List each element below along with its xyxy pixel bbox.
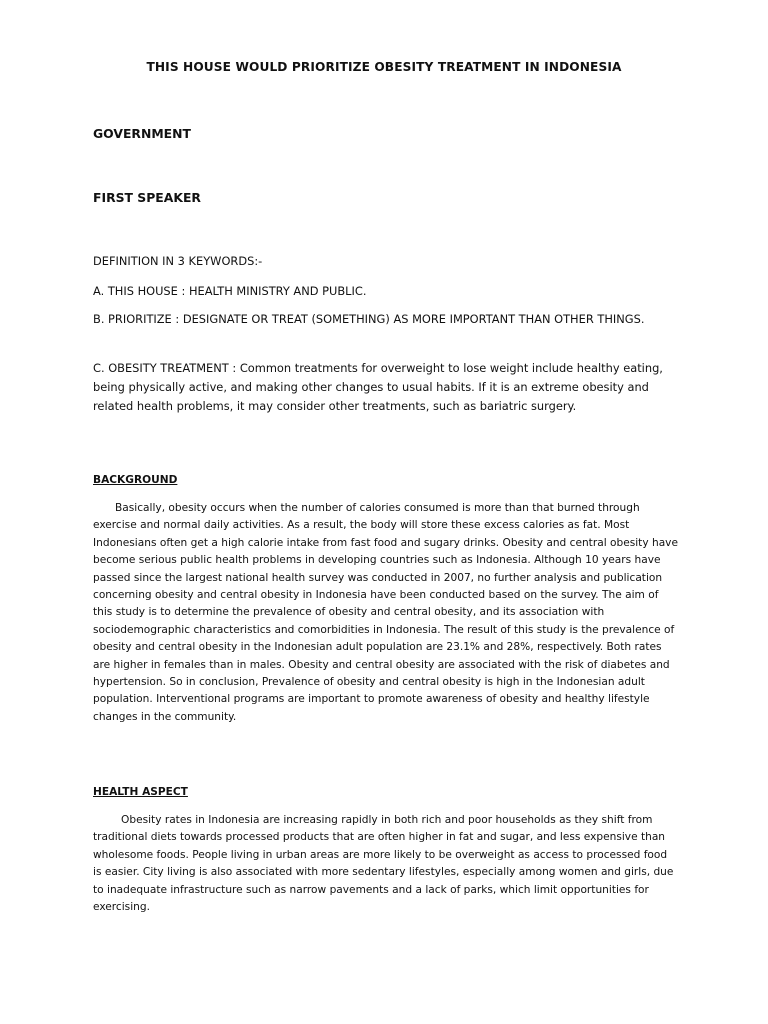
side-heading: GOVERNMENT [93, 126, 191, 141]
document-title: THIS HOUSE WOULD PRIORITIZE OBESITY TREATMENT IN INDONESIA [146, 60, 622, 74]
speaker-heading: FIRST SPEAKER [93, 190, 201, 205]
background-paragraph: Basically, obesity occurs when the number of calories consumed is more than that burned through exercise and normal daily activities. As a result, the body will store these excess calories as fat. Most Indonesians often get a high calorie intake from fast food and sugary drinks. Obesity and central obesity have become serious public health problems in developing countries such as Indonesia. Although 10 years have passed since the largest national health survey was conducted in 2007, no further analysis and publication concerning obesity and central obesity in Indonesia have been conducted based on the survey. The aim of this study is to determine the prevalence of obesity and central obesity, and its association with sociodemographic characteristics and comorbidities in Indonesia. The result of this study is the prevalence of obesity and central obesity in the Indonesian adult population are 23.1% and 28%, respectively. Both rates are higher in females than in males. Obesity and central obesity are associated with the risk of diabetes and hypertension. So in conclusion, Prevalence of obesity and central obesity is high in the Indonesian adult population. Interventional programs are important to promote awareness of obesity and healthy lifestyle changes in the community. [93, 502, 678, 723]
definition-intro: DEFINITION IN 3 KEYWORDS:- [93, 254, 263, 268]
definition-item-b: B. PRIORITIZE : DESIGNATE OR TREAT (SOMETHING) AS MORE IMPORTANT THAN OTHER THINGS. [93, 312, 645, 326]
definition-item-c: C. OBESITY TREATMENT : Common treatments for overweight to lose weight include healthy eating, being physically active, and making other changes to usual habits. If it is an extreme obesity and related health problems, it may consider other treatments, such as bariatric surgery. [93, 361, 663, 413]
health-aspect-paragraph: Obesity rates in Indonesia are increasing rapidly in both rich and poor households as they shift from traditional diets towards processed products that are often higher in fat and sugar, and less expensive than wholesome foods. People living in urban areas are more likely to be overweight as access to processed food is easier. City living is also associated with more sedentary lifestyles, especially among women and girls, due to inadequate infrastructure such as narrow pavements and a lack of parks, which limit opportunities for exercising. [93, 814, 674, 914]
health-aspect-heading: HEALTH ASPECT [93, 786, 188, 798]
background-heading: BACKGROUND [93, 474, 178, 486]
definition-item-a: A. THIS HOUSE : HEALTH MINISTRY AND PUBLIC. [93, 284, 367, 298]
